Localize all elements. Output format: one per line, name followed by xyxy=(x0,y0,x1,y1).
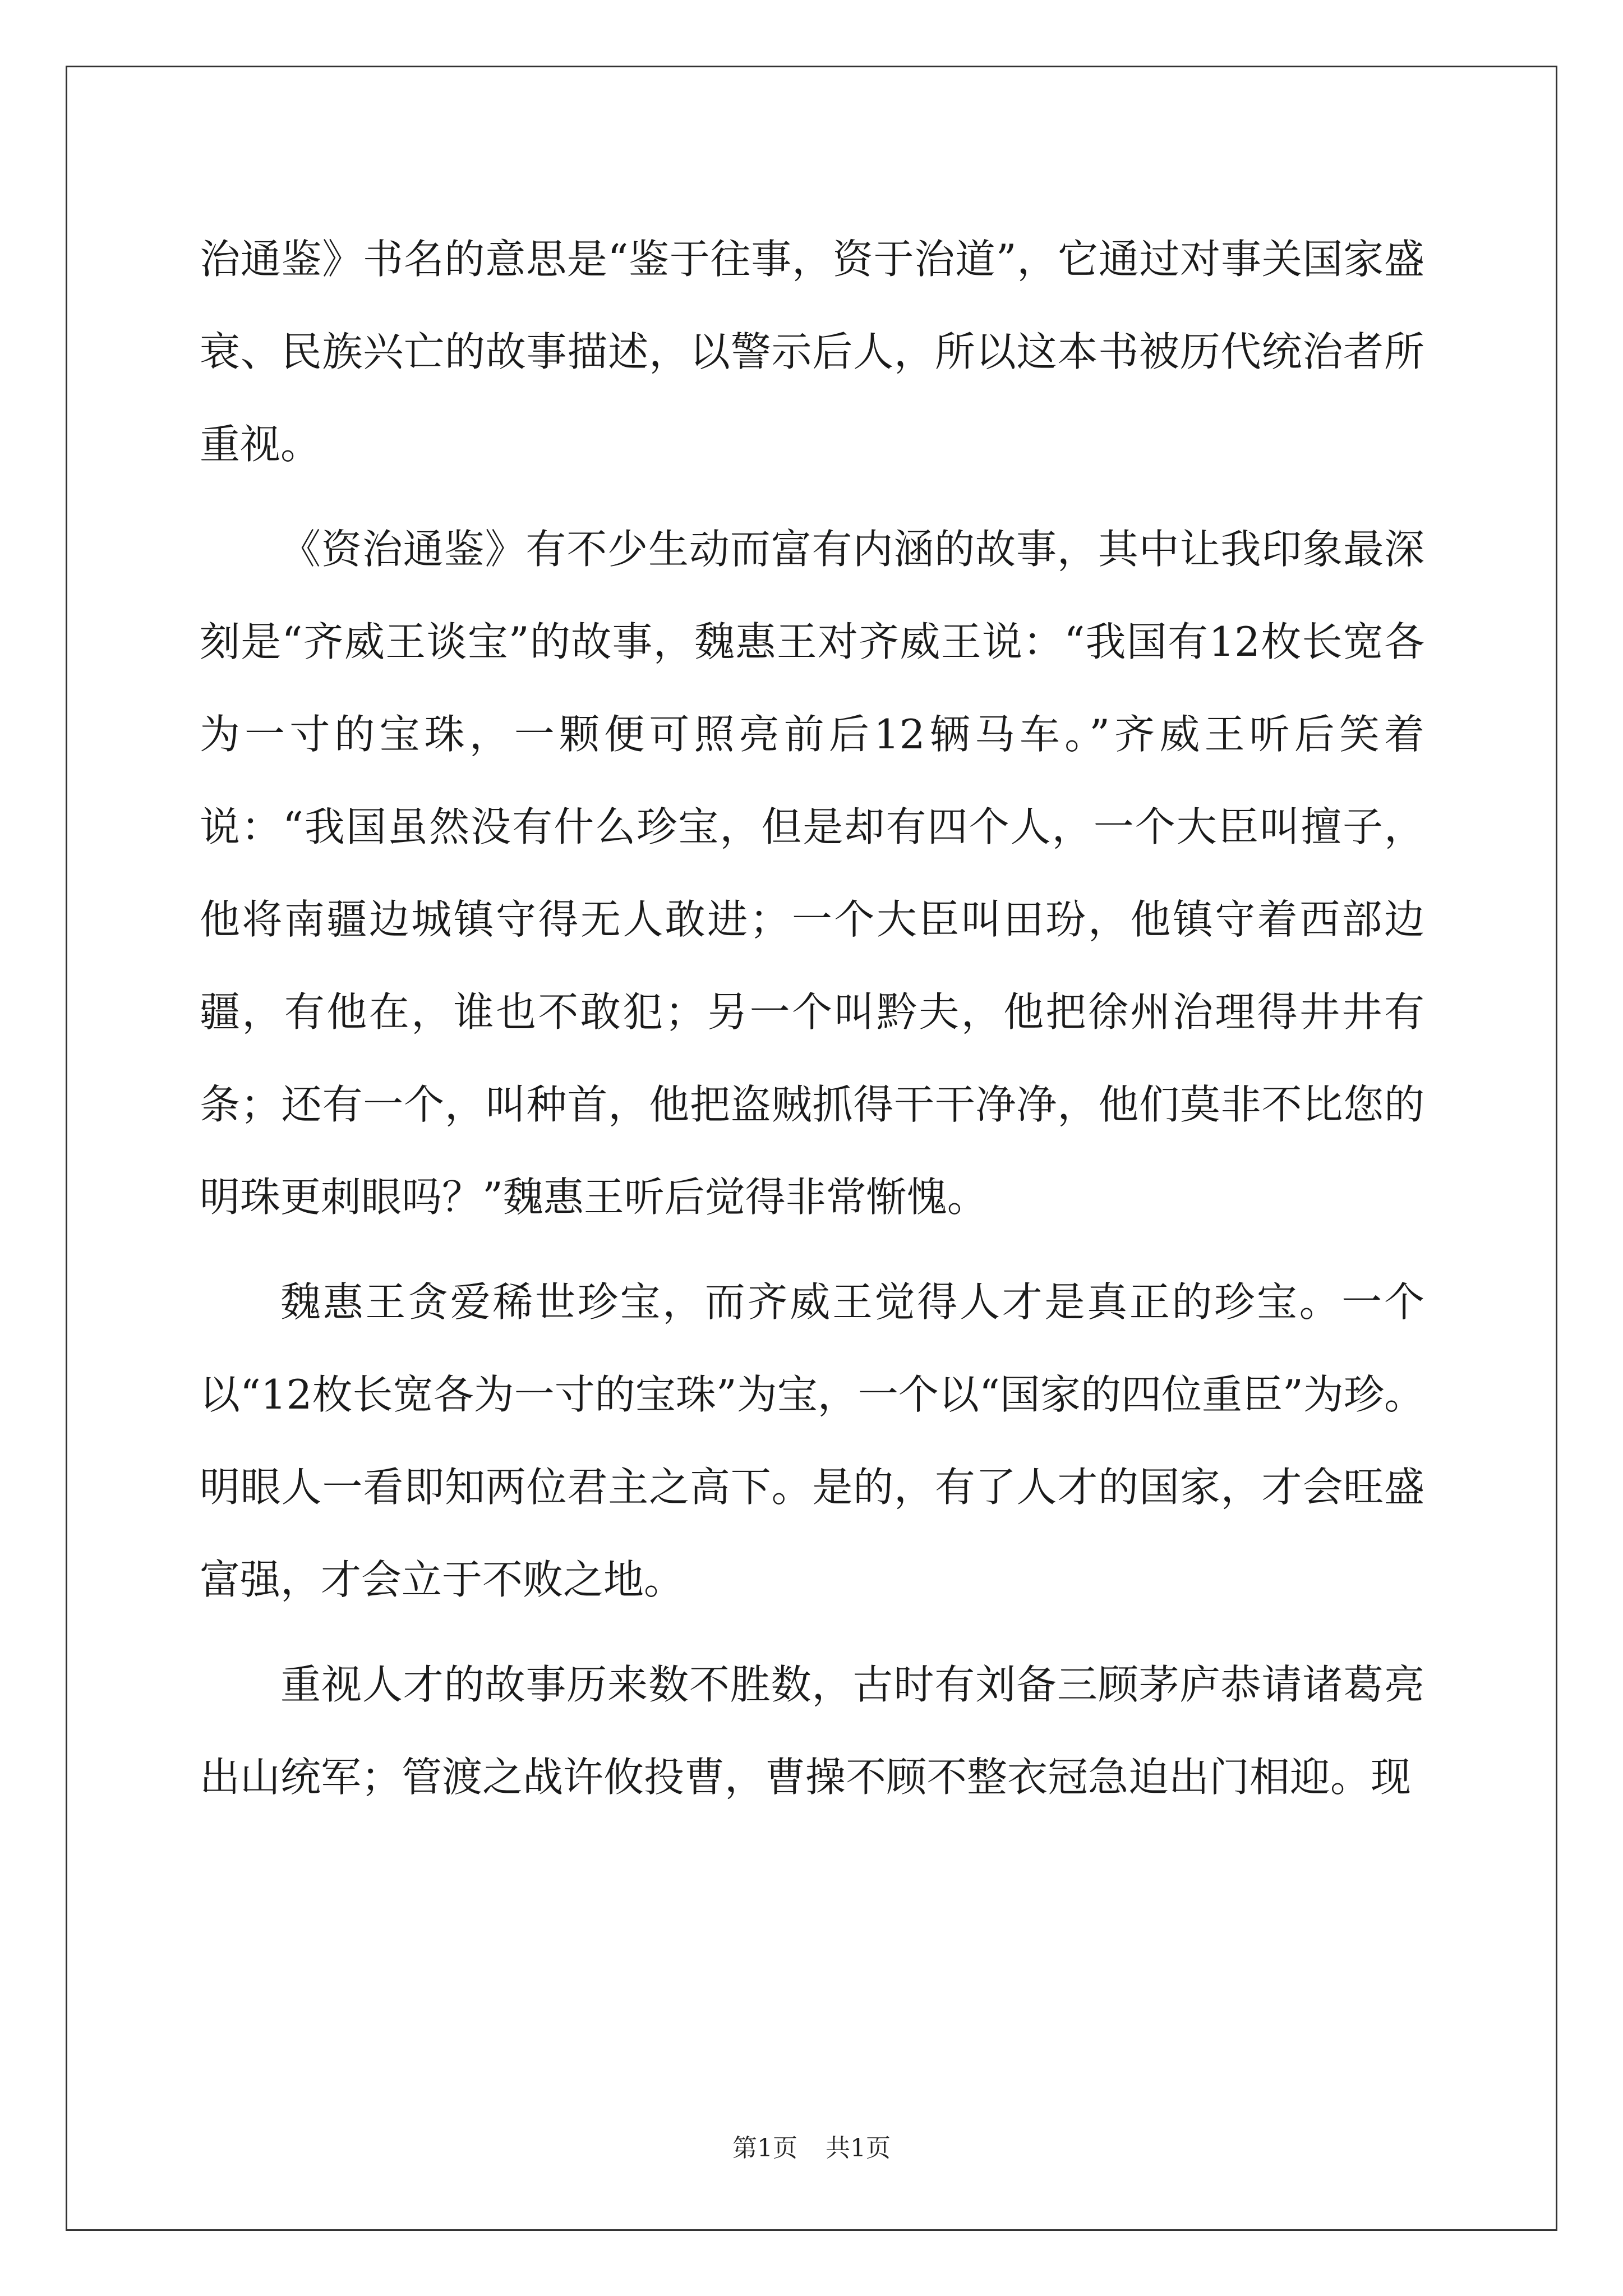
paragraph-2: 《资治通鉴》有不少生动而富有内涵的故事，其中让我印象最深刻是“齐威王谈宝”的故事，魏惠王对齐威王说：“我国有12枚长宽各为一寸的宝珠，一颗便可照亮前后12辆马车。”齐威王听后笑着说：“我国虽然没有什么珍宝，但是却有四个人，一个大臣叫擅子，他将南疆边城镇守得无人敢进；一个大臣叫田玢，他镇守着西部边疆，有他在，谁也不敢犯；另一个叫黔夫，他把徐州治理得井井有条；还有一个，叫种首，他把盗贼抓得干干净净，他们莫非不比您的明珠更刺眼吗？”魏惠王听后觉得非常惭愧。 xyxy=(200,526,1424,1221)
paragraph-4: 重视人才的故事历来数不胜数，古时有刘备三顾茅庐恭请诸葛亮出山统军；管渡之战许攸投曹，曹操不顾不整衣冠急迫出门相迎。现 xyxy=(200,1661,1424,1801)
document-body xyxy=(200,213,1424,1836)
page-number-total: 共1页 xyxy=(826,2134,891,2162)
page-footer xyxy=(0,2132,1623,2165)
paragraph-1: 治通鉴》书名的意思是“鉴于往事，资于治道”，它通过对事关国家盛衰、民族兴亡的故事描述，以警示后人，所以这本书被历代统治者所重视。 xyxy=(200,236,1424,468)
page-number-current: 第1页 xyxy=(732,2134,797,2162)
paragraph-3: 魏惠王贪爱稀世珍宝，而齐威王觉得人才是真正的珍宝。一个以“12枚长宽各为一寸的宝珠”为宝，一个以“国家的四位重臣”为珍。明眼人一看即知两位君主之高下。是的，有了人才的国家，才会旺盛富强，才会立于不败之地。 xyxy=(200,1278,1424,1603)
